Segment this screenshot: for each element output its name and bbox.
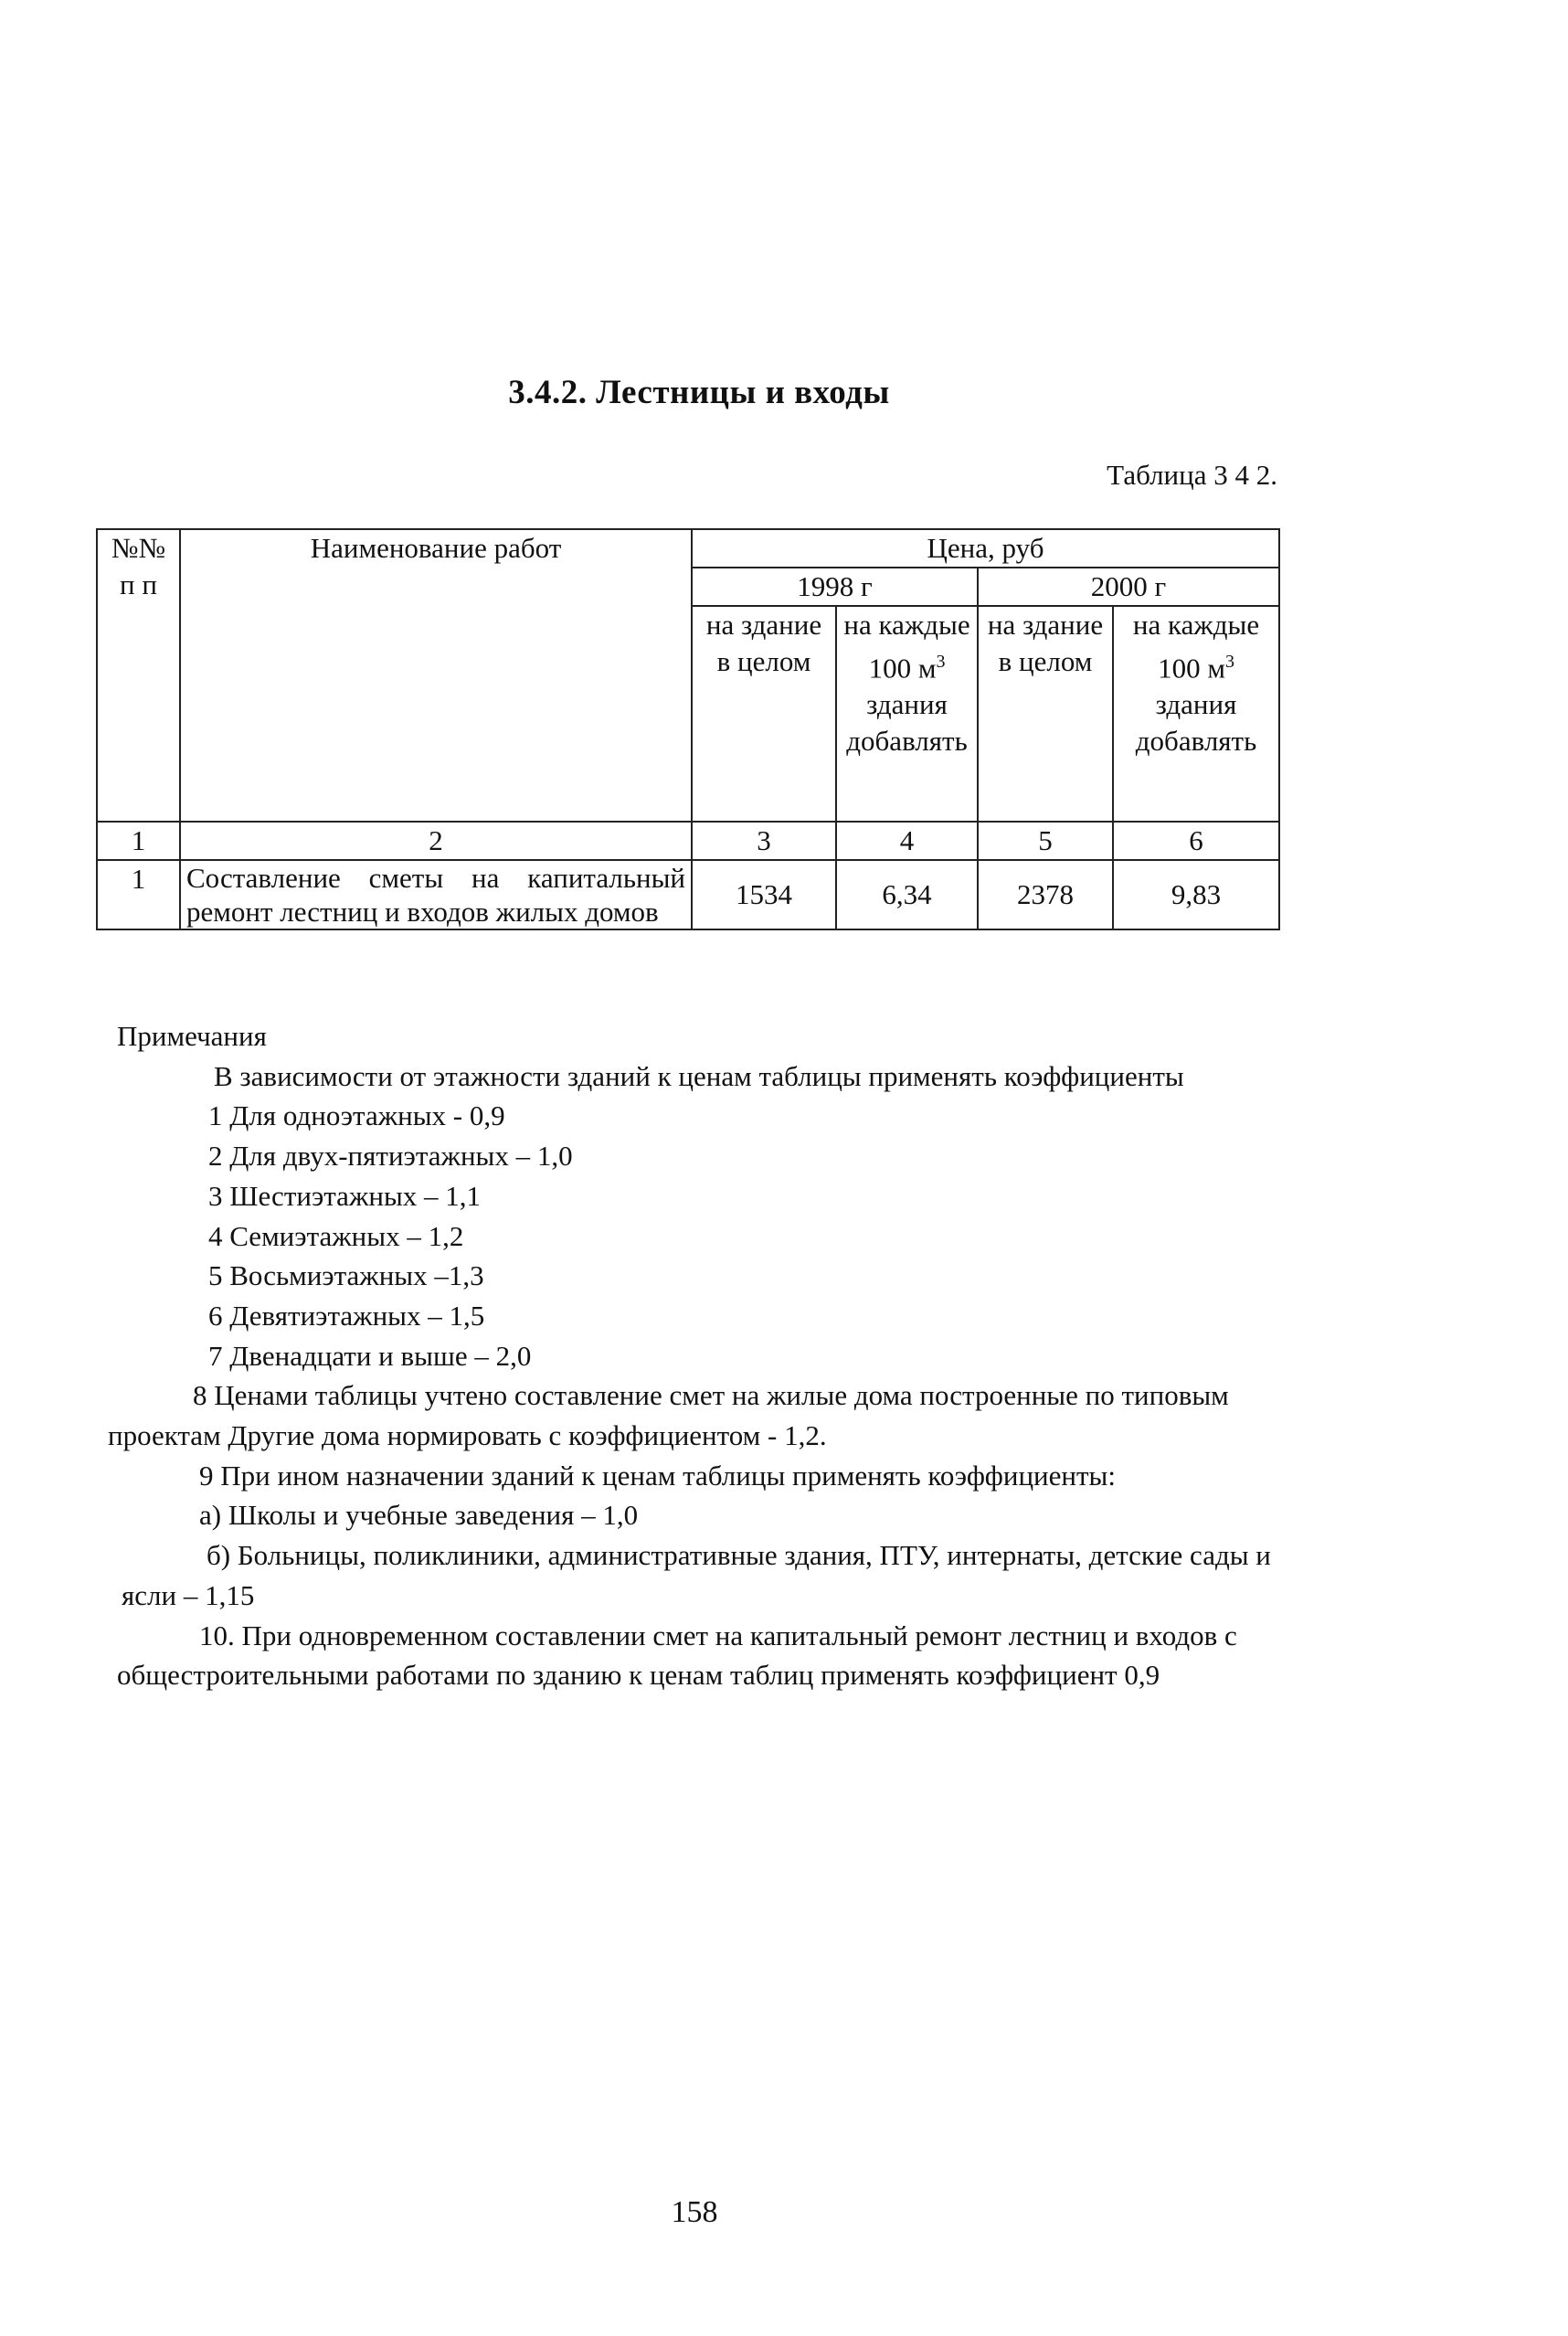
page-number: 158 (671, 2195, 718, 2229)
row-2000-per100: 9,83 (1113, 860, 1279, 929)
note-item-9b: б) Больницы, поликлиники, административные здания, ПТУ, интернаты, детские сады и ясли – 1,15 (122, 1539, 1271, 1611)
col-header-year-2000: 2000 г (978, 568, 1279, 606)
note-item-9: 9 При ином назначении зданий к ценам таблицы применять коэффициенты: (199, 1459, 1116, 1492)
note-item-8: 8 Ценами таблицы учтено составление смет на жилые дома построенные по типовым проектам Другие дома нормировать с коэффициентом - 1,2. (108, 1379, 1229, 1452)
note-item: 7 Двенадцати и выше – 2,0 (208, 1339, 532, 1372)
row-1998-per100: 6,34 (836, 860, 978, 929)
note-item: 3 Шестиэтажных – 1,1 (208, 1179, 482, 1212)
col-header-price: Цена, руб (692, 529, 1279, 568)
header-row-1 (97, 529, 1279, 568)
note-item: 1 Для одноэтажных - 0,9 (208, 1099, 505, 1132)
index-cell: 6 (1113, 822, 1279, 860)
notes-block (108, 1016, 1279, 1695)
col-header-name: Наименование работ (180, 529, 692, 822)
index-cell: 3 (692, 822, 836, 860)
row-num: 1 (97, 860, 180, 929)
note-item: 2 Для двух-пятиэтажных – 1,0 (208, 1140, 573, 1173)
subheader-1998-whole: на здание в целом (692, 606, 836, 822)
row-2000-whole: 2378 (978, 860, 1113, 929)
index-cell: 2 (180, 822, 692, 860)
note-item: 5 Восьмиэтажных –1,3 (208, 1259, 484, 1292)
table-row (97, 860, 1279, 929)
index-row (97, 822, 1279, 860)
table-caption: Таблица 3 4 2. (1107, 459, 1277, 491)
notes-intro: В зависимости от этажности зданий к ценам таблицы применять коэффициенты (214, 1059, 1184, 1092)
price-table (96, 528, 1280, 930)
subheader-2000-per100: на каждые 100 $м^3$ здания добавлять (1113, 606, 1279, 822)
note-item: 6 Девятиэтажных – 1,5 (208, 1299, 485, 1332)
note-item-9a: а) Школы и учебные заведения – 1,0 (199, 1499, 639, 1532)
notes-heading: Примечания (117, 1020, 267, 1052)
subheader-1998-per100: на каждые 100 $м^3$ здания добавлять (836, 606, 978, 822)
index-cell: 4 (836, 822, 978, 860)
col-header-num: №№ п п (97, 529, 180, 822)
note-item: 4 Семиэтажных – 1,2 (208, 1219, 464, 1252)
index-cell: 1 (97, 822, 180, 860)
col-header-year-1998: 1998 г (692, 568, 978, 606)
row-1998-whole: 1534 (692, 860, 836, 929)
subheader-2000-whole: на здание в целом (978, 606, 1113, 822)
row-name: Составление сметы на капитальный ремонт лестниц и входов жилых домов (180, 860, 692, 929)
section-title: 3.4.2. Лестницы и входы (508, 374, 890, 411)
note-item-10: 10. При одновременном составлении смет на капитальный ремонт лестниц и входов с общестроительными работами по зданию к ценам таблиц применять коэффициент 0,9 (117, 1619, 1237, 1692)
index-cell: 5 (978, 822, 1113, 860)
